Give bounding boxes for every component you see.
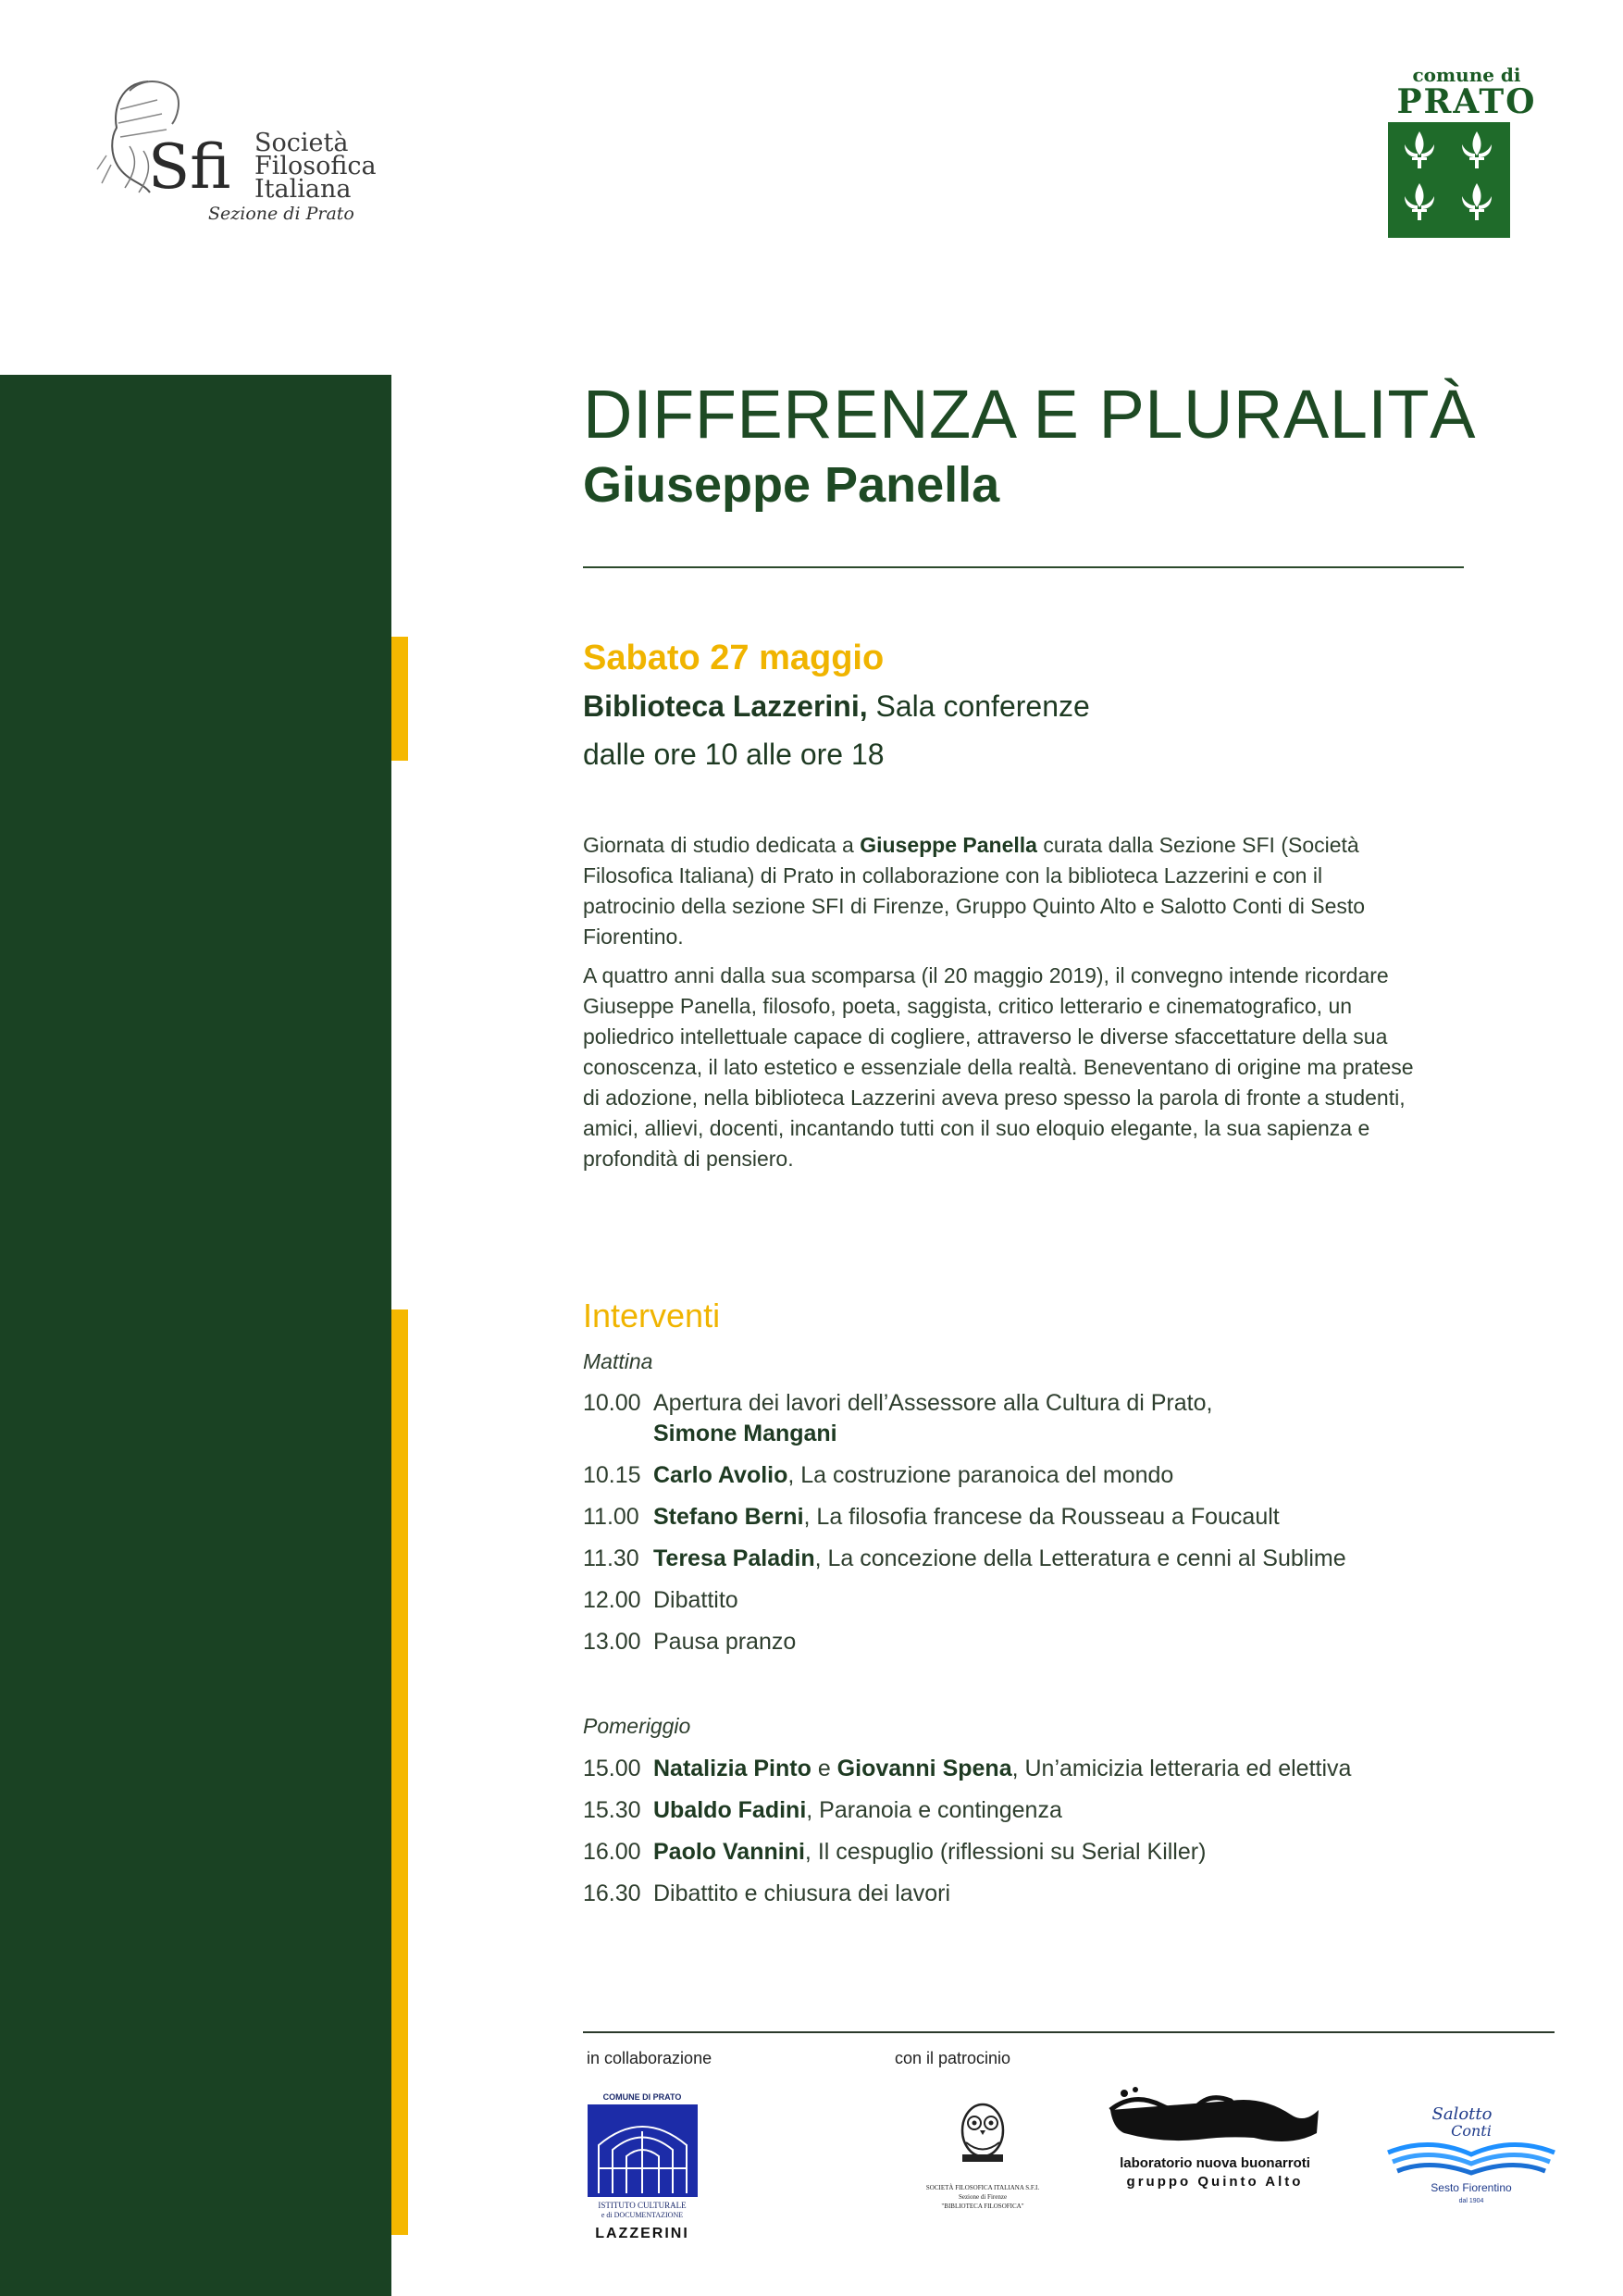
- salotto-line3: Sesto Fiorentino: [1431, 2181, 1512, 2194]
- schedule-entry: [653, 1879, 1508, 1909]
- lazzerini-top: COMUNE DI PRATO: [602, 2092, 682, 2102]
- schedule-text: Pausa pranzo: [653, 1629, 797, 1655]
- schedule-time: 11.30: [583, 1545, 639, 1571]
- patronage-label: con il patrocinio: [895, 2049, 1011, 2067]
- quinto-alto-logo: [1106, 2082, 1328, 2203]
- speaker-name: Stefano Berni: [653, 1504, 804, 1530]
- desc-p1-c: curata dalla Sezione SFI (Società Filosofica Italiana) di Prato in collaborazione con la biblioteca Lazzerini e con il patrocinio della sezione SFI di Firenze, Gruppo Quinto Alto e Salotto Conti di Sesto Fiorentino.: [583, 833, 1366, 949]
- comune-prato-logo: [1388, 65, 1545, 245]
- title-divider: [583, 566, 1464, 568]
- sfi-mark: Sfi: [148, 131, 231, 203]
- schedule-entry: [653, 1585, 1508, 1616]
- schedule-entry: [653, 1460, 1508, 1491]
- talk-title: , La filosofia francese da Rousseau a Foucault: [803, 1504, 1280, 1530]
- lazzerini-mid2: e di DOCUMENTAZIONE: [601, 2211, 684, 2219]
- talk-title: , Un’amicizia letteraria ed elettiva: [1011, 1756, 1352, 1781]
- event-hours: dalle ore 10 alle ore 18: [583, 738, 885, 771]
- schedule-entry: [653, 1795, 1508, 1826]
- sfi-firenze-line1: SOCIETÀ FILOSOFICA ITALIANA S.F.I.: [925, 2184, 1040, 2191]
- speaker-name: Teresa Paladin: [653, 1545, 815, 1571]
- quinto-alto-line2: gruppo Quinto Alto: [1126, 2174, 1304, 2190]
- session-afternoon-label: Pomeriggio: [583, 1714, 691, 1738]
- lazzerini-mid1: ISTITUTO CULTURALE: [598, 2201, 687, 2210]
- talk-title: , Il cespuglio (riflessioni su Serial Killer): [804, 1839, 1207, 1865]
- program-title: Interventi: [583, 1297, 721, 1334]
- salotto-conti-logo: [1383, 2099, 1559, 2210]
- talk-title: , La costruzione paranoica del mondo: [787, 1462, 1174, 1488]
- footer-divider: [583, 2031, 1555, 2033]
- quinto-alto-line1: laboratorio nuova buonarroti: [1120, 2155, 1310, 2171]
- schedule-entry: [653, 1544, 1508, 1574]
- schedule-text: Apertura dei lavori dell’Assessore alla Cultura di Prato,: [653, 1390, 1213, 1416]
- session-morning-label: Mattina: [583, 1349, 653, 1373]
- schedule-row: [583, 1754, 1508, 1784]
- schedule-row: [583, 1837, 1508, 1868]
- sfi-name: [254, 129, 393, 204]
- speaker-name: Giovanni Spena: [836, 1756, 1012, 1781]
- schedule-text: Dibattito e chiusura dei lavori: [653, 1880, 950, 1906]
- event-venue: [583, 688, 1090, 725]
- desc-p1-name: Giuseppe Panella: [860, 833, 1037, 857]
- schedule-time: 11.00: [583, 1504, 639, 1530]
- schedule-morning: [583, 1388, 1508, 1669]
- schedule-afternoon: [583, 1754, 1508, 1920]
- schedule-time: 16.00: [583, 1839, 641, 1865]
- prato-logo-name: PRATO: [1396, 82, 1537, 121]
- yellow-accent-bar-program: [391, 1309, 408, 2235]
- speaker-name: Ubaldo Fadini: [653, 1797, 807, 1823]
- sfi-firenze-line2: Sezione di Firenze: [958, 2193, 1008, 2201]
- schedule-row: [583, 1544, 1508, 1574]
- sfi-section: Sezione di Prato: [208, 204, 354, 224]
- schedule-row: [583, 1795, 1508, 1826]
- sfi-firenze-line3: "BIBLIOTECA FILOSOFICA": [941, 2203, 1024, 2210]
- schedule-time: 12.00: [583, 1587, 641, 1613]
- schedule-row: [583, 1460, 1508, 1491]
- fleur-de-lis-shield-icon: [1388, 122, 1510, 238]
- schedule-row: [583, 1627, 1508, 1657]
- prato-logo-top: comune di: [1412, 64, 1521, 86]
- schedule-row: [583, 1585, 1508, 1616]
- venue-name: Biblioteca Lazzerini,: [583, 689, 868, 723]
- description-paragraph-2: A quattro anni dalla sua scomparsa (il 20 maggio 2019), il convegno intende ricordare Giuseppe Panella, filosofo, poeta, saggista, critico letterario e cinematografico, un poliedrico intellettuale capace di cogliere, attraverso le diverse sfaccettature della sua conoscenza, il lato estetico e essenziale della realtà. Beneventano di origine ma pratese di adozione, nella biblioteca Lazzerini aveva preso spesso la parola di fronte a studenti, amici, allievi, docenti, incantando tutti con il suo eloquio elegante, la sua sapienza e profondità di pensiero.: [583, 963, 1414, 1171]
- schedule-entry: [653, 1837, 1508, 1868]
- lazzerini-name: LAZZERINI: [595, 2226, 689, 2241]
- green-side-band: [0, 375, 391, 2296]
- speaker-name: Paolo Vannini: [653, 1839, 805, 1865]
- schedule-row: [583, 1388, 1508, 1449]
- schedule-entry: [653, 1627, 1508, 1657]
- lazzerini-logo: [585, 2090, 700, 2252]
- open-book-icon: [1388, 2144, 1555, 2173]
- schedule-time: 16.30: [583, 1880, 641, 1906]
- schedule-entry: [653, 1754, 1508, 1784]
- schedule-row: [583, 1502, 1508, 1533]
- sfi-line1: Società: [254, 129, 349, 157]
- description-paragraph-1: [583, 830, 1416, 952]
- venue-room: Sala conferenze: [867, 689, 1090, 723]
- event-description: [583, 830, 1416, 1183]
- salotto-line2: Conti: [1451, 2122, 1492, 2140]
- schedule-time: 15.30: [583, 1797, 641, 1823]
- salotto-line4: dal 1904: [1458, 2198, 1484, 2204]
- spiral-wave-icon: [1110, 2087, 1319, 2141]
- schedule-time: 10.15: [583, 1462, 641, 1488]
- talk-title: , La concezione della Letteratura e cenni al Sublime: [814, 1545, 1346, 1571]
- speaker-name: Carlo Avolio: [653, 1462, 788, 1488]
- sfi-line2: Filosofica: [254, 152, 377, 180]
- sfi-line3: Italiana: [254, 175, 352, 204]
- page-title: DIFFERENZA E PLURALITÀ: [583, 376, 1476, 453]
- schedule-time: 13.00: [583, 1629, 641, 1655]
- schedule-entry: [653, 1502, 1508, 1533]
- speaker-name: Natalizia Pinto: [653, 1756, 812, 1781]
- collaboration-label: in collaborazione: [587, 2049, 712, 2067]
- sfi-firenze-logo: [899, 2101, 1066, 2230]
- talk-title: , Paranoia e contingenza: [806, 1797, 1062, 1823]
- schedule-entry: [653, 1388, 1508, 1449]
- schedule-time: 15.00: [583, 1756, 641, 1781]
- sfi-logo: [93, 72, 389, 230]
- desc-p1-a: Giornata di studio dedicata a: [583, 833, 861, 857]
- speaker-name: Simone Mangani: [653, 1421, 837, 1446]
- owl-icon: [962, 2104, 1003, 2162]
- page-subtitle: Giuseppe Panella: [583, 457, 1000, 513]
- schedule-text: Dibattito: [653, 1587, 738, 1613]
- yellow-accent-bar-event: [391, 637, 408, 761]
- schedule-time: 10.00: [583, 1390, 641, 1416]
- salotto-line1: Salotto: [1431, 2104, 1493, 2124]
- schedule-text: e: [811, 1756, 837, 1781]
- schedule-row: [583, 1879, 1508, 1909]
- event-date: Sabato 27 maggio: [583, 639, 885, 677]
